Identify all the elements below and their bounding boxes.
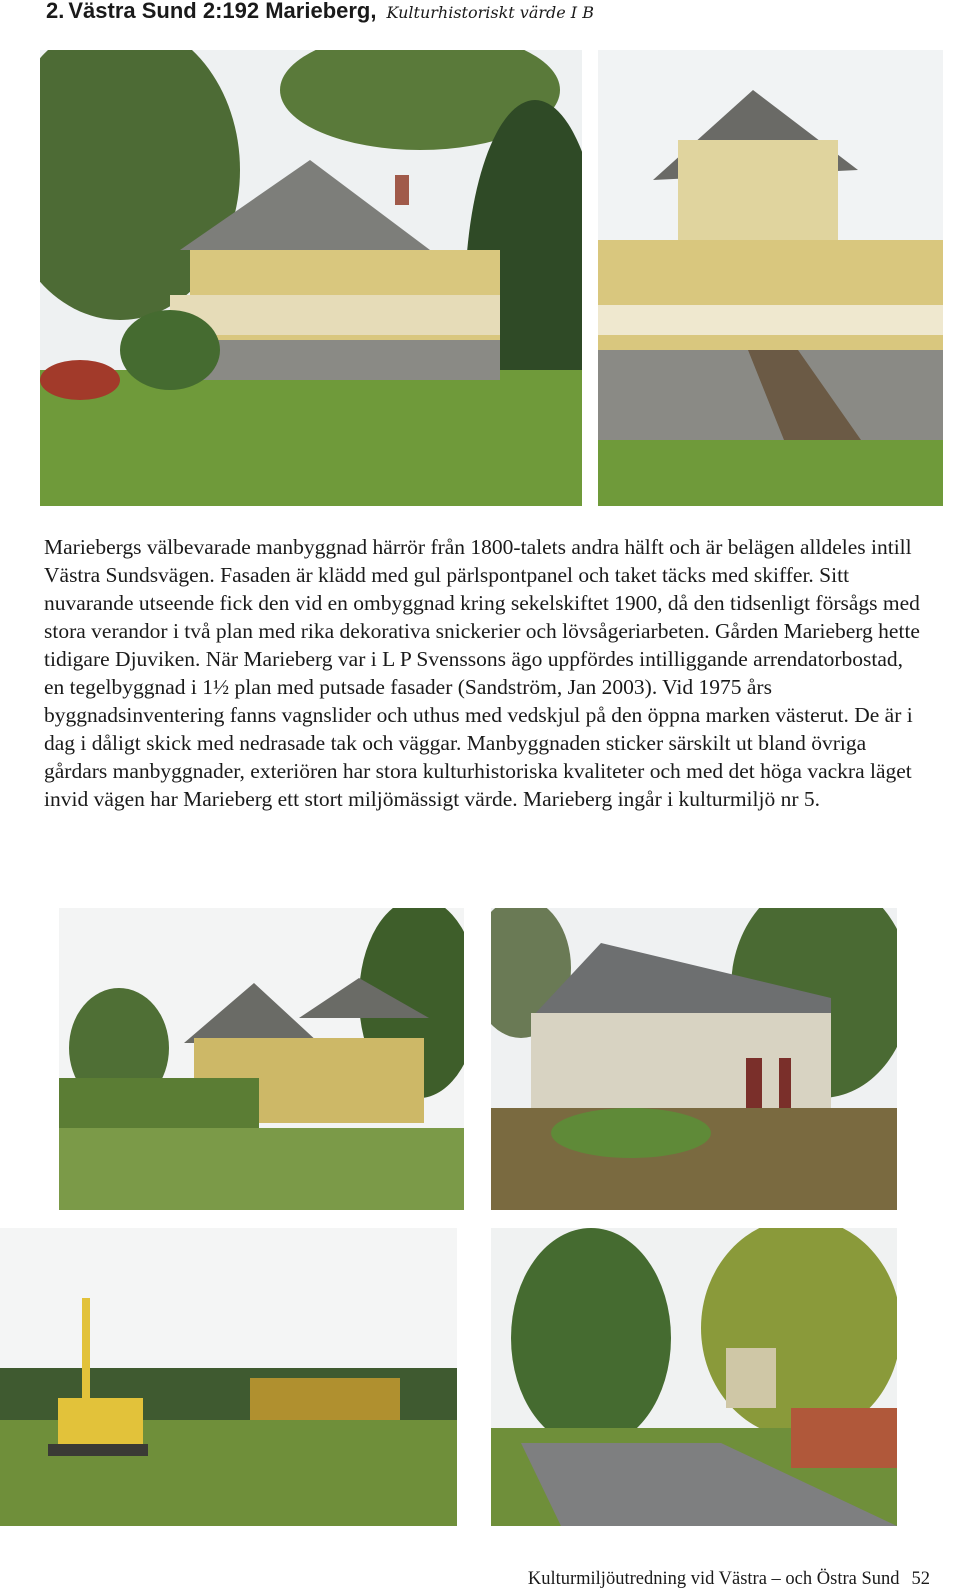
heading-number: 2.: [46, 0, 65, 23]
photo-brick-house-plastered: [491, 908, 897, 1210]
page-number: 52: [911, 1569, 930, 1589]
page-footer: [528, 1568, 930, 1590]
photo-field-excavator-art: [0, 1228, 457, 1526]
photo-manor-house-overview-art: [40, 50, 582, 506]
photo-tenant-house-yellow: [59, 908, 464, 1210]
photo-manor-house-veranda-art: [598, 50, 943, 506]
heading-title: Västra Sund 2:192 Marieberg,: [68, 0, 377, 23]
photo-manor-house-overview: [40, 50, 582, 506]
heading-subtitle: Kulturhistoriskt värde I B: [386, 3, 594, 22]
photo-brick-house-plastered-art: [491, 908, 897, 1210]
footer-label: Kulturmiljöutredning vid Västra – och Östra Sund: [527, 1569, 900, 1589]
photo-tenant-house-yellow-art: [59, 908, 464, 1210]
photo-road-trees: [491, 1228, 897, 1526]
description-paragraph: Mariebergs välbevarade manbyggnad härrör från 1800-talets andra hälft och är belägen alldeles intill Västra Sundsvägen. Fasaden är klädd med gul pärlspontpanel och taket täcks med skiffer. Sitt nuvarande utseende fick den vid en ombyggnad kring sekelskiftet 1900, då den tidsenligt försågs med stora verandor i två plan med rika dekorativa snickerier och lövsågeriarbeten. Gården Marieberg hette tidigare Djuviken. När Marieberg var i L P Svenssons ägo uppfördes intilliggande arrendatorbostad, en tegelbyggnad i 1½ plan med putsade fasader (Sandström, Jan 2003). Vid 1975 års byggnadsinventering fanns vagnslider och uthus med vedskjul på den öppna marken västerut. De är i dag i dåligt skick med nedrasade tak och väggar. Manbyggnaden sticker särskilt ut bland övriga gårdars manbyggnader, exteriören har stora kulturhistoriska kvaliteter och med det höga vackra läget invid vägen har Marieberg ett stort miljömässigt värde. Marieberg ingår i kulturmiljö nr 5.: [44, 535, 920, 811]
photo-manor-house-veranda: [598, 50, 943, 506]
photo-road-trees-art: [491, 1228, 897, 1526]
photo-field-excavator: [0, 1228, 457, 1526]
page-heading: [46, 0, 946, 26]
